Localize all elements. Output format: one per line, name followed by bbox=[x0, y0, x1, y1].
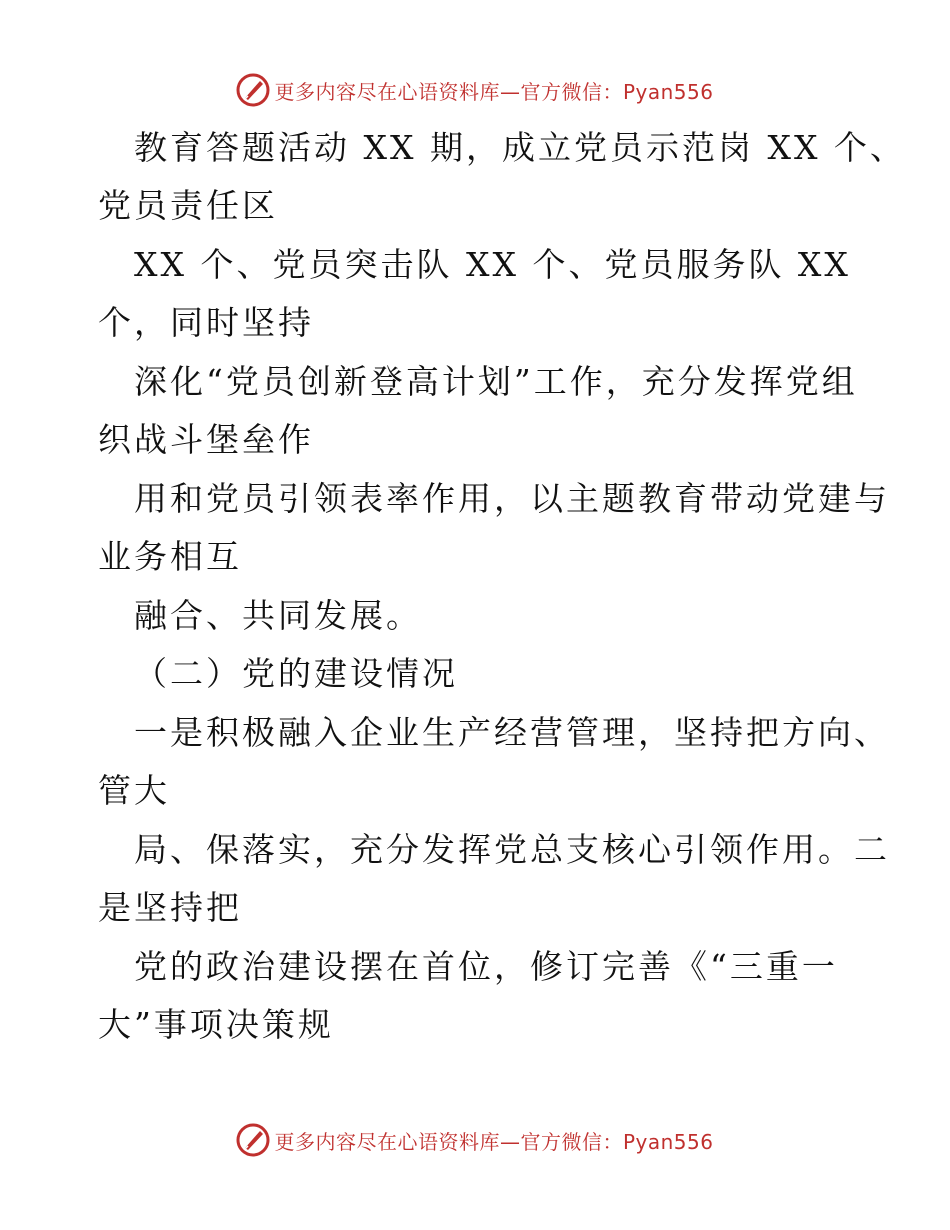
watermark-text bbox=[274, 1126, 713, 1155]
text-line: 党员责任区 bbox=[98, 186, 278, 225]
text-line: 局、保落实，充分发挥党总支核心引领作用。二 bbox=[134, 830, 890, 869]
watermark-dash: — bbox=[499, 1129, 521, 1154]
text-line: 织战斗堡垒作 bbox=[98, 420, 314, 459]
text-line: 管大 bbox=[98, 771, 170, 810]
watermark-dash: — bbox=[499, 79, 521, 104]
watermark-wechat: 官方微信：Pyan556 bbox=[520, 1129, 714, 1154]
watermark-main: 更多内容尽在心语资料库 bbox=[274, 1129, 500, 1154]
text-line: 业务相互 bbox=[98, 537, 242, 576]
text-line: 大”事项决策规 bbox=[98, 1005, 334, 1044]
text-line: 一是积极融入企业生产经营管理，坚持把方向、 bbox=[134, 713, 890, 752]
text-line: 融合、共同发展。 bbox=[134, 596, 422, 635]
footer-watermark bbox=[0, 1120, 950, 1160]
watermark-wechat: 官方微信：Pyan556 bbox=[520, 79, 714, 104]
text-line: 党的政治建设摆在首位，修订完善《“三重一 bbox=[134, 947, 838, 986]
quill-logo-icon bbox=[236, 1123, 270, 1157]
text-line: 教育答题活动 XX 期，成立党员示范岗 XX 个、 bbox=[134, 128, 906, 167]
text-line: 是坚持把 bbox=[98, 888, 242, 927]
section-heading: （二）党的建设情况 bbox=[134, 654, 458, 693]
text-line: 用和党员引领表率作用，以主题教育带动党建与 bbox=[134, 479, 890, 518]
watermark-main: 更多内容尽在心语资料库 bbox=[274, 79, 500, 104]
text-line: 个，同时坚持 bbox=[98, 303, 314, 342]
text-line: XX 个、党员突击队 XX 个、党员服务队 XX bbox=[134, 245, 851, 284]
text-line: 深化“党员创新登高计划”工作，充分发挥党组 bbox=[134, 362, 858, 401]
